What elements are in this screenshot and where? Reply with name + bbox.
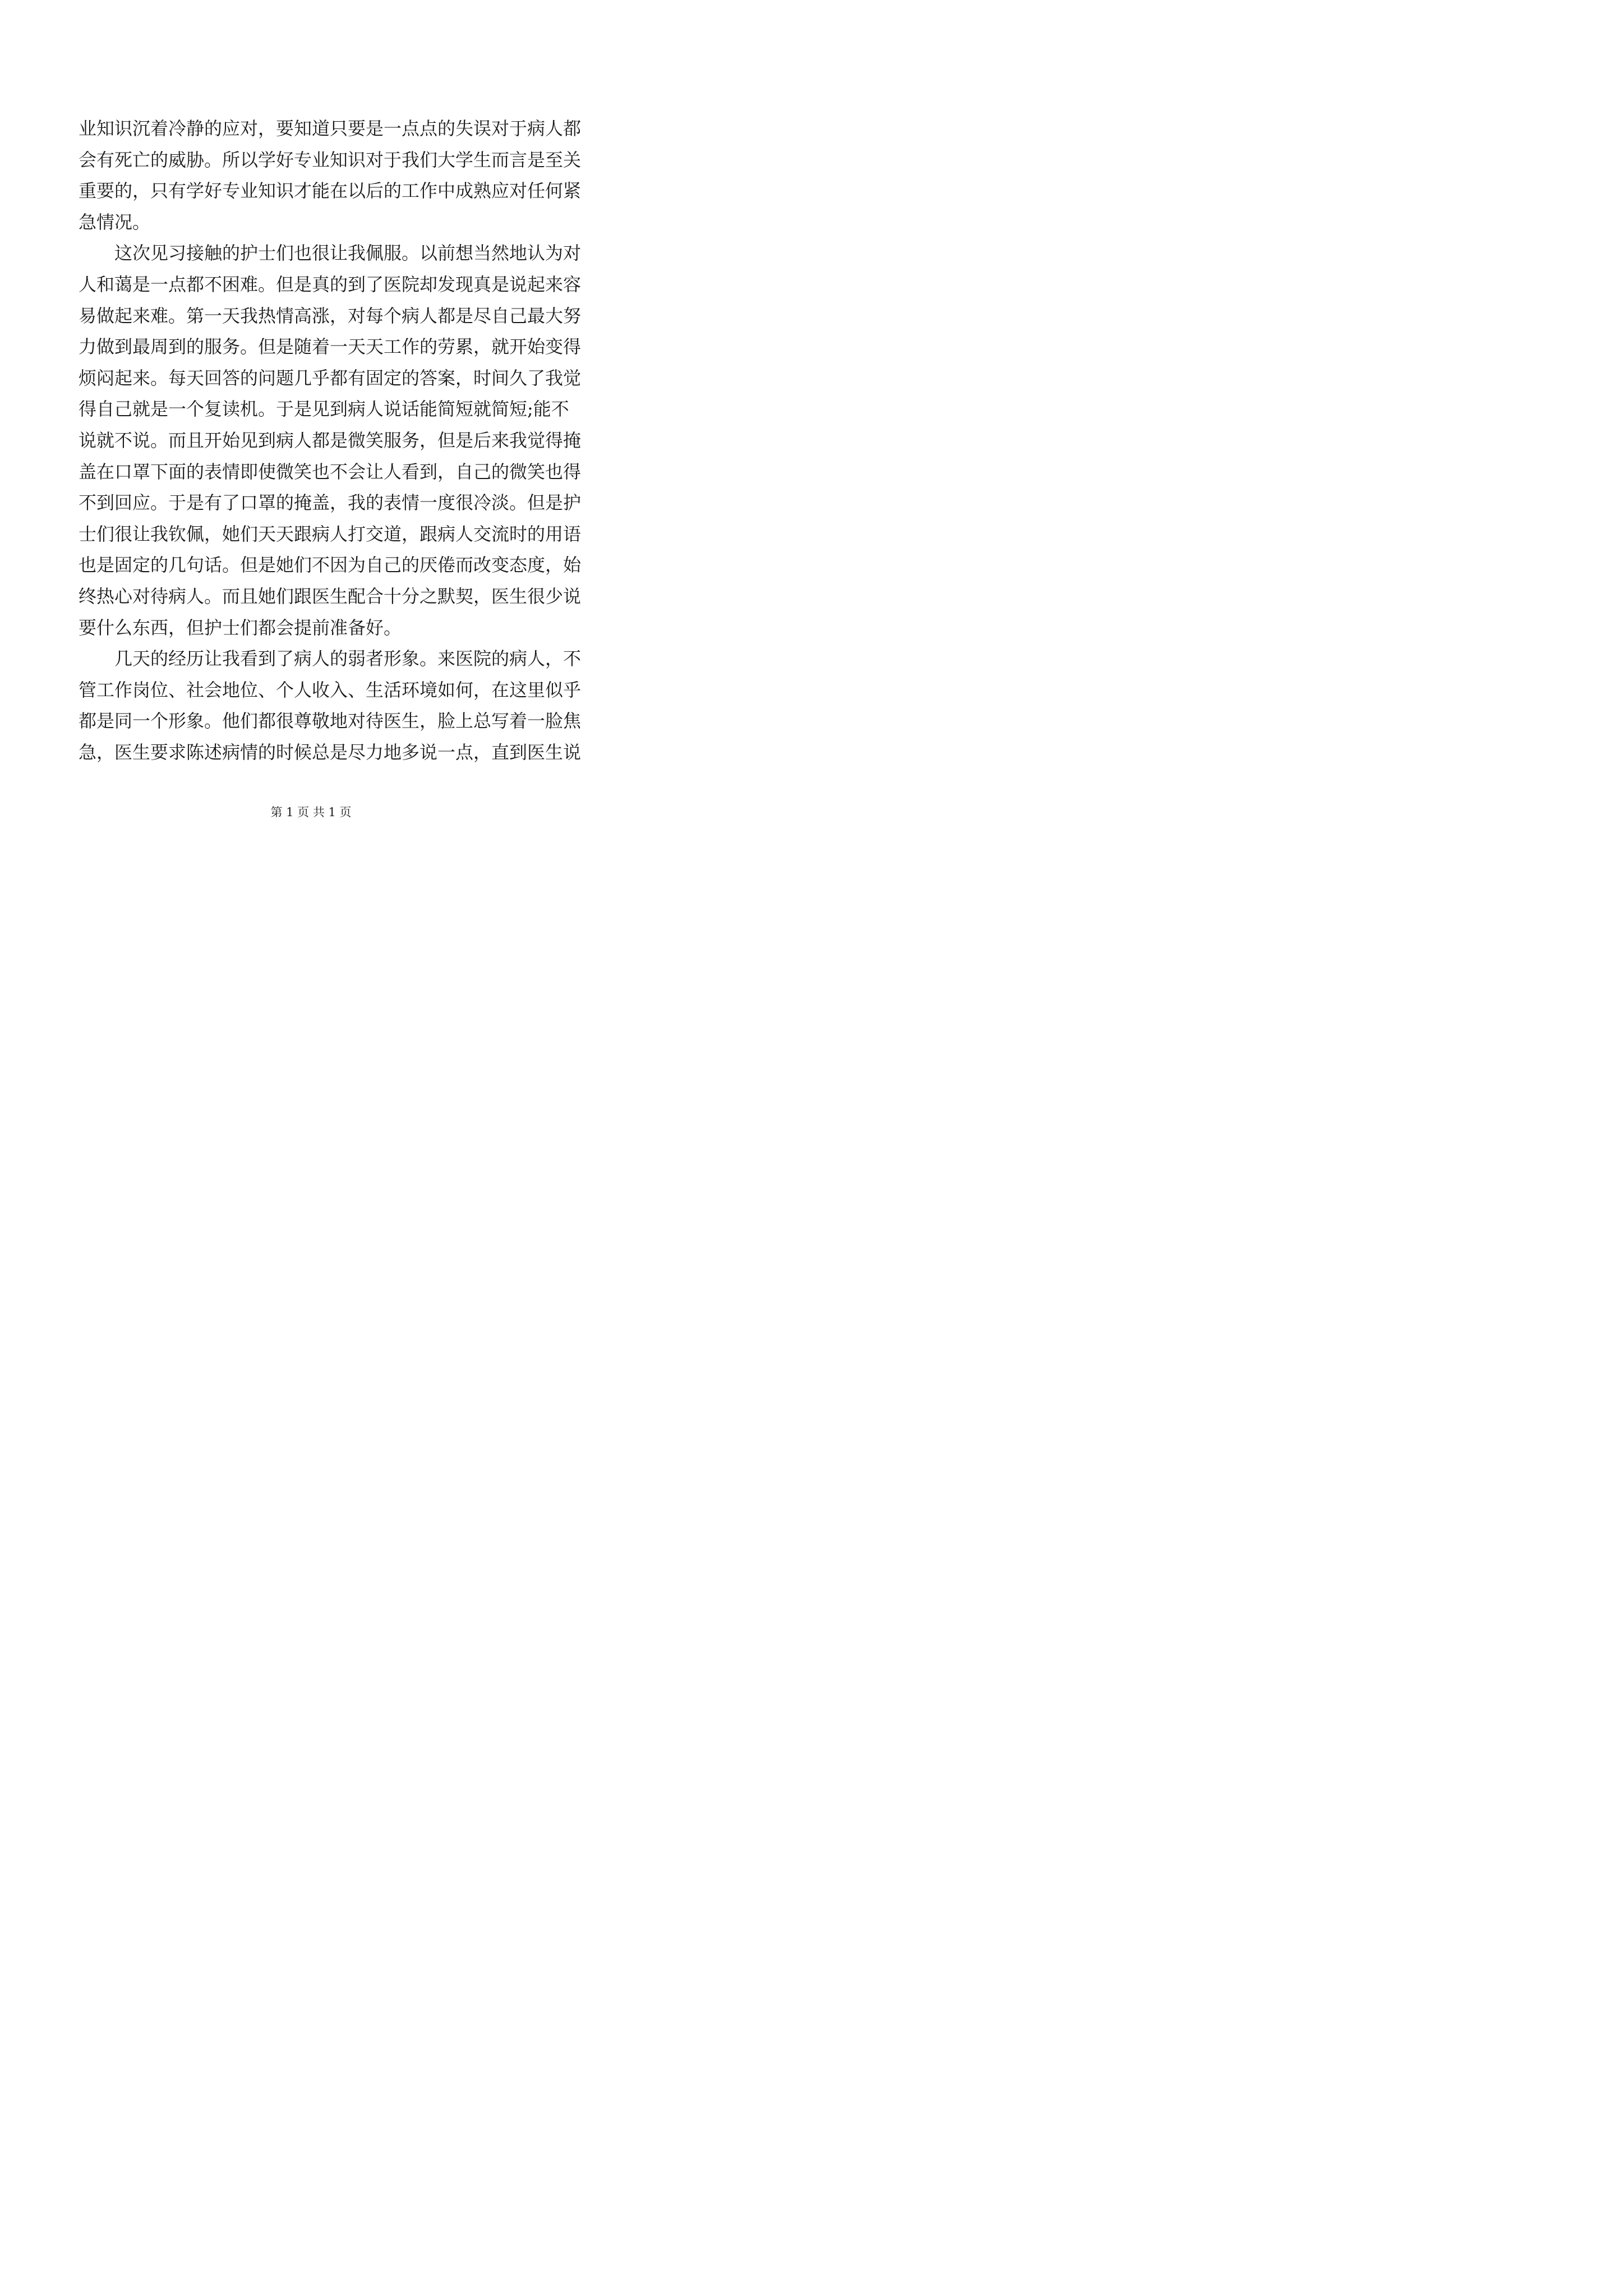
text-line: 士们很让我钦佩，她们天天跟病人打交道，跟病人交流时的用语 bbox=[79, 523, 582, 545]
text-line: 易做起来难。第一天我热情高涨，对每个病人都是尽自己最大努 bbox=[79, 305, 582, 326]
text-line: 烦闷起来。每天回答的问题几乎都有固定的答案，时间久了我觉 bbox=[79, 367, 582, 389]
page-footer: 第 1 页 共 1 页 bbox=[270, 806, 352, 819]
text-line: 急，医生要求陈述病情的时候总是尽力地多说一点，直到医生说 bbox=[79, 741, 582, 763]
text-line: 管工作岗位、社会地位、个人收入、生活环境如何，在这里似乎 bbox=[79, 679, 582, 701]
text-line: 说就不说。而且开始见到病人都是微笑服务，但是后来我觉得掩 bbox=[79, 429, 582, 451]
text-line: 也是固定的几句话。但是她们不因为自己的厌倦而改变态度，始 bbox=[79, 554, 582, 576]
text-line: 盖在口罩下面的表情即使微笑也不会让人看到，自己的微笑也得 bbox=[79, 461, 582, 482]
text-line: 要什么东西，但护士们都会提前准备好。 bbox=[79, 616, 402, 638]
text-line: 重要的，只有学好专业知识才能在以后的工作中成熟应对任何紧 bbox=[79, 180, 582, 202]
text-line: 都是同一个形象。他们都很尊敬地对待医生，脸上总写着一脸焦 bbox=[79, 710, 582, 732]
text-line: 得自己就是一个复读机。于是见到病人说话能简短就简短;能不 bbox=[79, 398, 569, 420]
text-line: 急情况。 bbox=[79, 211, 151, 233]
text-line: 这次见习接触的护士们也很让我佩服。以前想当然地认为对 bbox=[114, 242, 582, 264]
document-page bbox=[0, 0, 622, 880]
text-line: 人和蔼是一点都不困难。但是真的到了医院却发现真是说起来容 bbox=[79, 273, 582, 295]
text-line: 会有死亡的威胁。所以学好专业知识对于我们大学生而言是至关 bbox=[79, 149, 582, 171]
text-line: 不到回应。于是有了口罩的掩盖，我的表情一度很冷淡。但是护 bbox=[79, 492, 582, 514]
text-line: 业知识沉着冷静的应对，要知道只要是一点点的失误对于病人都 bbox=[79, 118, 582, 139]
text-line: 终热心对待病人。而且她们跟医生配合十分之默契，医生很少说 bbox=[79, 585, 582, 607]
text-line: 几天的经历让我看到了病人的弱者形象。来医院的病人，不 bbox=[114, 648, 582, 670]
text-line: 力做到最周到的服务。但是随着一天天工作的劳累，就开始变得 bbox=[79, 336, 582, 358]
body-text bbox=[79, 113, 582, 768]
